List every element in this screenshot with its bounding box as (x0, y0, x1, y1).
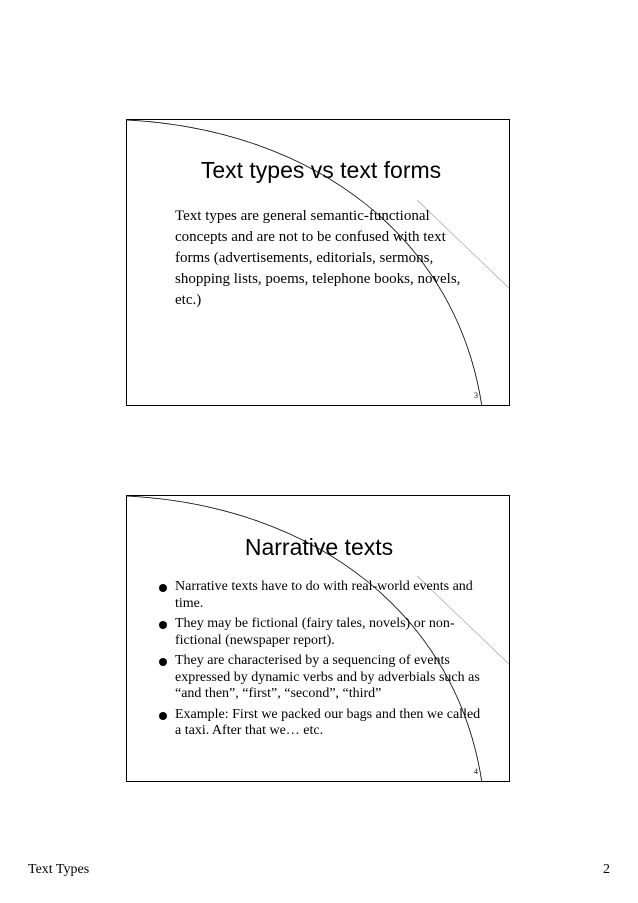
slide-title: Narrative texts (244, 534, 394, 560)
bullet-list (155, 579, 485, 744)
slide-4 (126, 495, 510, 782)
footer-title: Text Types (28, 862, 90, 877)
list-item (155, 653, 485, 703)
slide-3 (126, 119, 510, 406)
list-item-text: Narrative texts have to do with real-world events and time. (175, 579, 473, 611)
list-item (155, 579, 485, 612)
slide-number: 3 (474, 391, 478, 400)
bullet-icon (159, 621, 167, 629)
bullet-icon (159, 584, 167, 592)
list-item (155, 616, 485, 649)
slide-number: 4 (474, 767, 478, 776)
bullet-icon (159, 658, 167, 666)
list-item (155, 707, 485, 740)
list-item-text: They may be fictional (fairy tales, novels) or non-fictional (newspaper report). (175, 616, 455, 648)
page-number: 2 (603, 862, 610, 877)
bullet-icon (159, 712, 167, 720)
slide-title: Text types vs text forms (200, 157, 442, 183)
list-item-text: They are characterised by a sequencing of events expressed by dynamic verbs and by adverbials such as “and then”, “first”, “second”, “third” (175, 653, 480, 701)
list-item-text: Example: First we packed our bags and then we called a taxi. After that we… etc. (175, 706, 481, 738)
slide-body-text: Text types are general semantic-functional concepts and are not to be confused with text forms (advertisements, editorials, sermons, shopping lists, poems, telephone books, novels, etc.) (175, 208, 461, 308)
